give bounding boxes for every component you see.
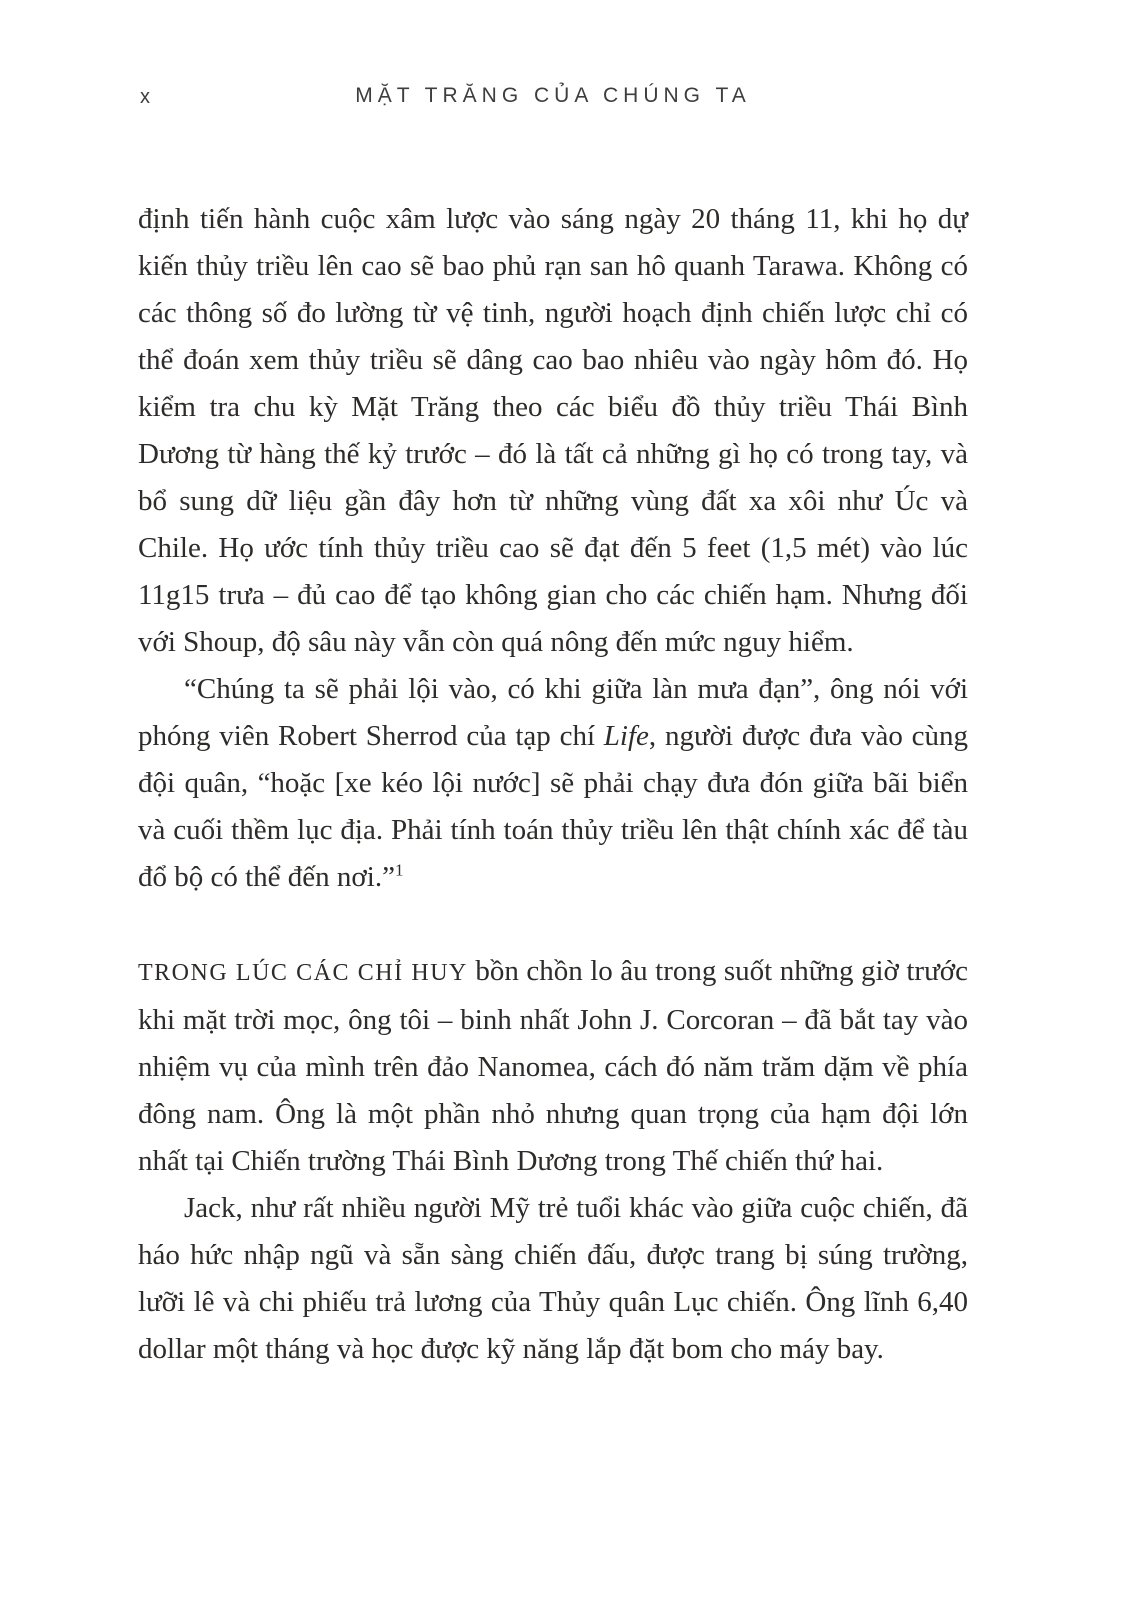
paragraph-quote [138, 666, 968, 901]
running-title: MẶT TRĂNG CỦA CHÚNG TA [355, 84, 751, 107]
text-run: bồn chồn lo âu trong suốt những giờ trước khi mặt trời mọc, ông tôi – binh nhất John J. Corcoran – đã bắt tay vào nhiệm vụ của mình trên đảo Nanomea, cách đó năm trăm dặm về phía đông nam. Ông là một phần nhỏ nhưng quan trọng của hạm đội lớn nhất tại Chiến trường Thái Bình Dương trong Thế chiến thứ hai. [138, 955, 968, 1177]
body-text [138, 196, 968, 1373]
page-number: x [140, 86, 150, 108]
small-caps-lead-in: TRONG LÚC CÁC CHỈ HUY [138, 960, 468, 986]
text-run: “Chúng ta sẽ phải lội vào, có khi giữa làn mưa đạn”, ông nói với phóng viên Robert Sherrod của tạp chí [138, 673, 968, 752]
paragraph-continuation [138, 196, 968, 666]
paragraph-jack [138, 1185, 968, 1373]
text-run: định tiến hành cuộc xâm lược vào sáng ngày 20 tháng 11, khi họ dự kiến thủy triều lên cao sẽ bao phủ rạn san hô quanh Tarawa. Không có các thông số đo lường từ vệ tinh, người hoạch định chiến lược chỉ có thể đoán xem thủy triều sẽ dâng cao bao nhiêu vào ngày hôm đó. Họ kiểm tra chu kỳ Mặt Trăng theo các biểu đồ thủy triều Thái Bình Dương từ hàng thế kỷ trước – đó là tất cả những gì họ có trong tay, và bổ sung dữ liệu gần đây hơn từ những vùng đất xa xôi như Úc và Chile. Họ ước tính thủy triều cao sẽ đạt đến 5 feet (1,5 mét) vào lúc 11g15 trưa – đủ cao để tạo không gian cho các chiến hạm. Nhưng đối với Shoup, độ sâu này vẫn còn quá nông đến mức nguy hiểm. [138, 203, 968, 658]
text-run: Jack, như rất nhiều người Mỹ trẻ tuổi khác vào giữa cuộc chiến, đã háo hức nhập ngũ và sẵn sàng chiến đấu, được trang bị súng trường, lưỡi lê và chi phiếu trả lương của Thủy quân Lục chiến. Ông lĩnh 6,40 dollar một tháng và học được kỹ năng lắp đặt bom cho máy bay. [138, 1192, 968, 1365]
footnote-reference: 1 [394, 860, 404, 880]
italic-text-run: Life [603, 720, 649, 752]
text-run: , người được đưa vào cùng đội quân, “hoặc [xe kéo lội nước] sẽ phải chạy đưa đón giữa bãi biển và cuối thềm lục địa. Phải tính toán thủy triều lên thật chính xác để tàu đổ bộ có thể đến nơi.” [138, 720, 968, 893]
paragraph-section-opener [138, 948, 968, 1185]
running-header [138, 84, 968, 112]
